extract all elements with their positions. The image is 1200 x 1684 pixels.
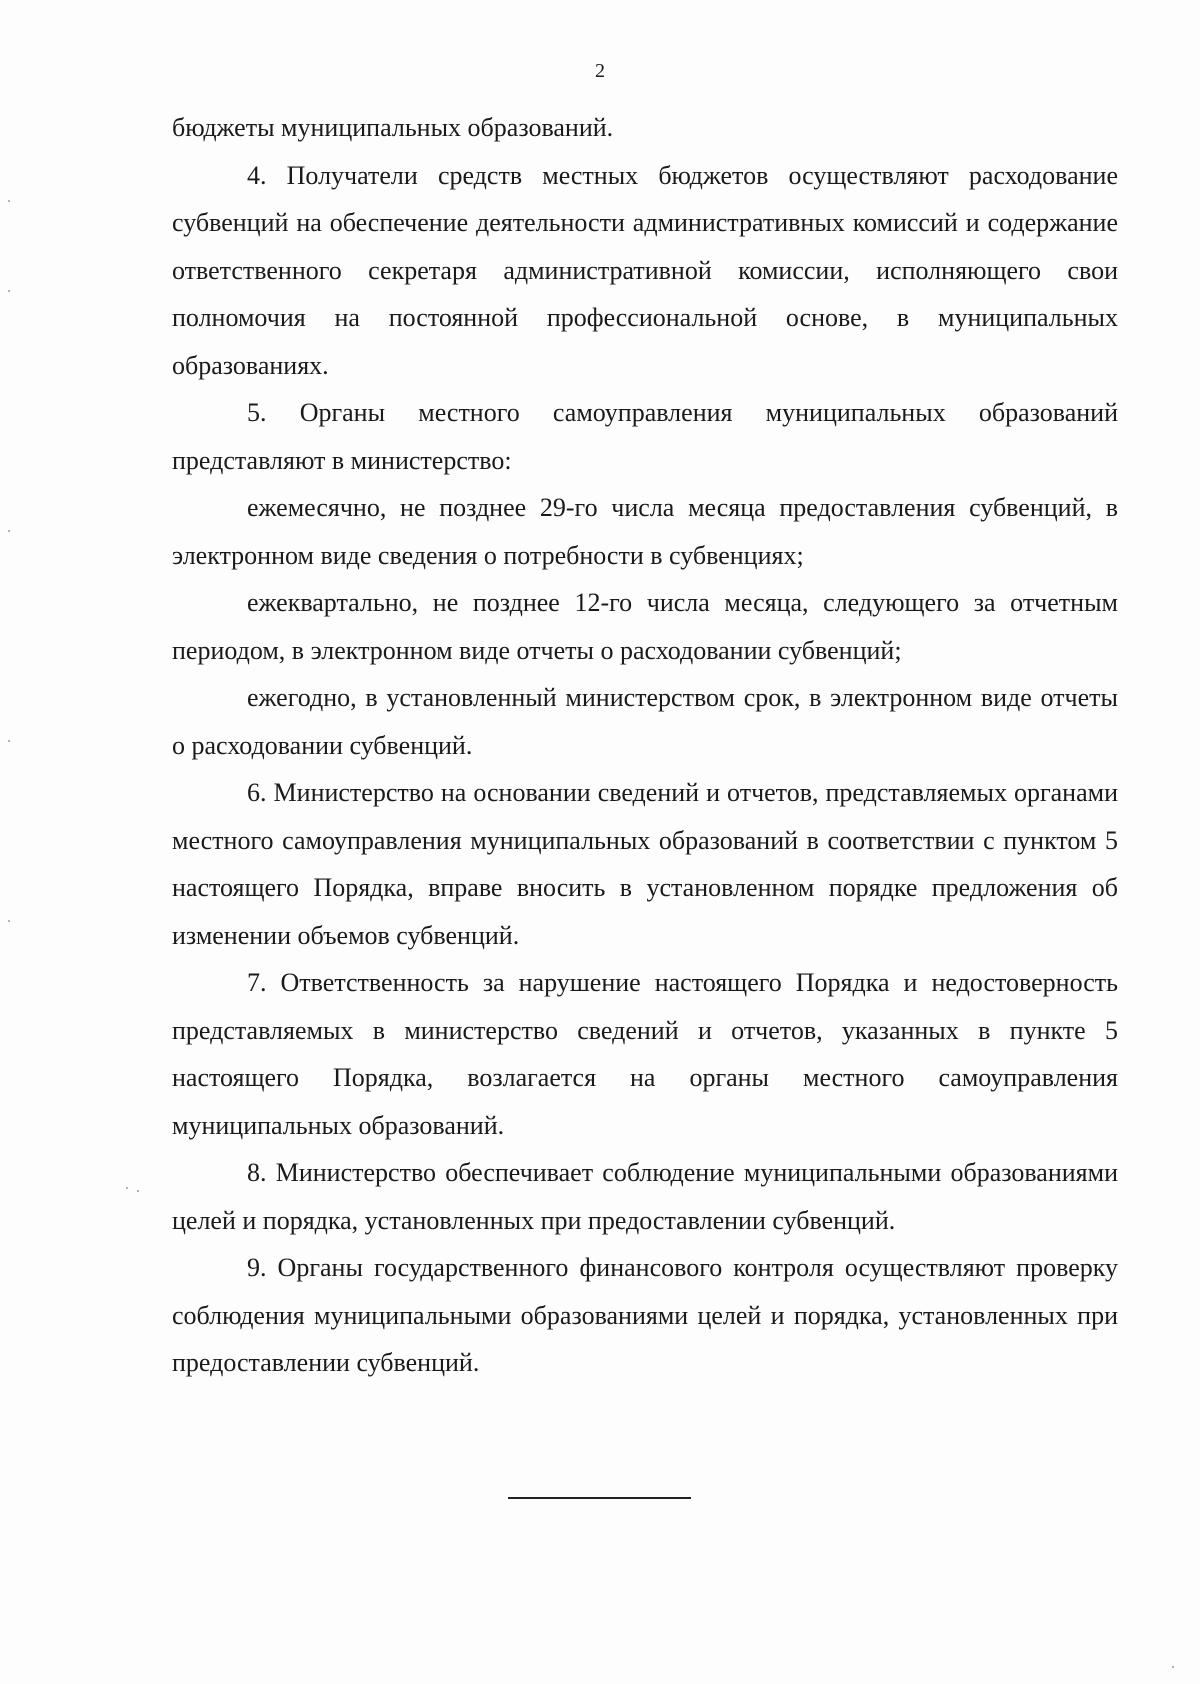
- paragraph-item-9: 9. Органы государственного финансового контроля осуществляют проверку соблюдения муниципальными образованиями целей и порядка, установленных при предоставлении субвенций.: [172, 1253, 1118, 1377]
- paragraph-continued: бюджеты муниципальных образований.: [172, 113, 614, 142]
- paragraph-quarterly: ежеквартально, не позднее 12-го числа месяца, следующего за отчетным периодом, в электронном виде отчеты о расходовании субвенций;: [172, 588, 1118, 665]
- paragraph-item-7: 7. Ответственность за нарушение настоящего Порядка и недостоверность представляемых в министерство сведений и отчетов, указанных в пункте 5 настоящего Порядка, возлагается на органы местного самоуправления муниципальных образований.: [172, 968, 1118, 1140]
- scan-speck: [8, 920, 10, 922]
- paragraph-item-6: 6. Министерство на основании сведений и отчетов, представляемых органами местного самоуправления муниципальных образований в соответствии с пунктом 5 настоящего Порядка, вправе вносить в установленном порядке предложения об изменении объемов субвенций.: [172, 778, 1118, 950]
- document-body: [172, 104, 1118, 1387]
- scan-speck: [8, 530, 10, 532]
- page-number: 2: [595, 60, 605, 82]
- paragraph-item-8: 8. Министерство обеспечивает соблюдение муниципальными образованиями целей и порядка, установленных при предоставлении субвенций.: [172, 1158, 1118, 1235]
- paragraph-item-5: 5. Органы местного самоуправления муниципальных образований представляют в министерство:: [172, 398, 1118, 475]
- paragraph-annually: ежегодно, в установленный министерством срок, в электронном виде отчеты о расходовании субвенций.: [172, 683, 1118, 760]
- paragraph-item-4: 4. Получатели средств местных бюджетов осуществляют расходование субвенций на обеспечение деятельности административных комиссий и содержание ответственного секретаря административной комиссии, исполняющего свои полномочия на постоянной профессиональной основе, в муниципальных образованиях.: [172, 160, 1118, 380]
- scan-speck: [8, 290, 10, 292]
- scan-speck: [1172, 1666, 1174, 1668]
- scan-speck: [137, 1190, 139, 1192]
- scan-speck: [126, 1187, 128, 1189]
- scan-speck: [8, 740, 10, 742]
- scan-speck: [8, 200, 10, 202]
- closing-rule: [508, 1497, 691, 1499]
- paragraph-monthly: ежемесячно, не позднее 29-го числа месяца предоставления субвенций, в электронном виде сведения о потребности в субвенциях;: [172, 493, 1118, 570]
